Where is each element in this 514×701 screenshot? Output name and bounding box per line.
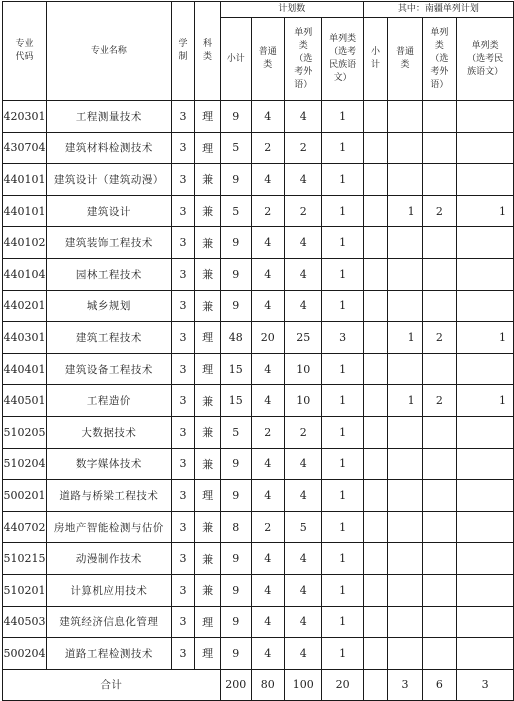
cell-sub-regular <box>388 511 422 543</box>
cell-years: 3 <box>171 511 195 543</box>
cell-sub-single-ethnic <box>457 606 514 638</box>
cell-sub-single-foreign <box>422 574 457 606</box>
cell-plan-regular: 2 <box>251 511 284 543</box>
cell-sub-regular <box>388 448 422 480</box>
header-code: 专业 代码 <box>3 2 47 101</box>
cell-plan-regular: 2 <box>251 416 284 448</box>
cell-sub-regular <box>388 480 422 512</box>
cell-plan-total: 9 <box>220 101 251 133</box>
cell-sub-single-ethnic <box>457 480 514 512</box>
cell-code: 440101 <box>3 164 47 196</box>
cell-years: 3 <box>171 638 195 670</box>
cell-subject: 兼 <box>195 385 221 417</box>
cell-sub-single-foreign: 2 <box>422 385 457 417</box>
cell-years: 3 <box>171 385 195 417</box>
cell-sub-single-foreign <box>422 511 457 543</box>
cell-subject: 理 <box>195 322 221 354</box>
cell-plan-total: 9 <box>220 543 251 575</box>
cell-plan-single-ethnic: 1 <box>322 258 363 290</box>
cell-plan-total: 9 <box>220 227 251 259</box>
cell-plan-regular: 4 <box>251 258 284 290</box>
total-plan-total: 200 <box>220 669 251 700</box>
cell-years: 3 <box>171 195 195 227</box>
cell-code: 510215 <box>3 543 47 575</box>
cell-subject: 理 <box>195 638 221 670</box>
cell-code: 440301 <box>3 322 47 354</box>
cell-sub-regular: 1 <box>388 322 422 354</box>
cell-plan-total: 5 <box>220 132 251 164</box>
cell-sub-total <box>363 101 388 133</box>
cell-major-name: 建筑经济信息化管理 <box>46 606 171 638</box>
cell-sub-single-ethnic <box>457 574 514 606</box>
cell-plan-single-foreign: 4 <box>284 638 322 670</box>
cell-major-name: 城乡规划 <box>46 290 171 322</box>
total-sub-single-ethnic: 3 <box>457 669 514 700</box>
cell-subject: 兼 <box>195 164 221 196</box>
cell-plan-regular: 4 <box>251 290 284 322</box>
cell-subject: 理 <box>195 606 221 638</box>
cell-major-name: 道路与桥梁工程技术 <box>46 480 171 512</box>
cell-sub-single-ethnic <box>457 290 514 322</box>
cell-code: 510201 <box>3 574 47 606</box>
total-plan-single-foreign: 100 <box>284 669 322 700</box>
cell-sub-regular <box>388 132 422 164</box>
cell-plan-single-ethnic: 1 <box>322 164 363 196</box>
cell-plan-total: 5 <box>220 416 251 448</box>
cell-sub-total <box>363 132 388 164</box>
table-row <box>3 448 514 480</box>
cell-sub-total <box>363 416 388 448</box>
cell-sub-total <box>363 606 388 638</box>
cell-sub-single-ethnic <box>457 258 514 290</box>
total-sub-regular: 3 <box>388 669 422 700</box>
table-row <box>3 606 514 638</box>
cell-subject: 兼 <box>195 258 221 290</box>
table-row <box>3 416 514 448</box>
cell-plan-single-ethnic: 1 <box>322 606 363 638</box>
cell-sub-single-ethnic: 1 <box>457 322 514 354</box>
table-row <box>3 511 514 543</box>
cell-plan-single-foreign: 4 <box>284 164 322 196</box>
cell-plan-total: 8 <box>220 511 251 543</box>
cell-plan-total: 48 <box>220 322 251 354</box>
cell-plan-regular: 4 <box>251 448 284 480</box>
cell-sub-total <box>363 511 388 543</box>
header-sub-single-foreign: 单列 类 （选 考外 语） <box>422 18 457 101</box>
header-plan-regular: 普通 类 <box>251 18 284 101</box>
cell-sub-total <box>363 574 388 606</box>
table-row <box>3 353 514 385</box>
cell-sub-single-ethnic: 1 <box>457 385 514 417</box>
header-plan-total: 小计 <box>220 18 251 101</box>
header-plan: 计划数 <box>220 2 363 18</box>
cell-plan-single-foreign: 4 <box>284 258 322 290</box>
cell-major-name: 工程造价 <box>46 385 171 417</box>
cell-plan-single-ethnic: 1 <box>322 638 363 670</box>
cell-plan-single-foreign: 2 <box>284 132 322 164</box>
total-sub-single-foreign: 6 <box>422 669 457 700</box>
cell-plan-single-foreign: 25 <box>284 322 322 354</box>
cell-code: 440104 <box>3 258 47 290</box>
header-sub-regular: 普通 类 <box>388 18 422 101</box>
total-plan-single-ethnic: 20 <box>322 669 363 700</box>
cell-plan-single-foreign: 4 <box>284 290 322 322</box>
cell-sub-single-foreign <box>422 606 457 638</box>
cell-plan-total: 9 <box>220 164 251 196</box>
cell-sub-regular <box>388 227 422 259</box>
cell-sub-single-ethnic <box>457 638 514 670</box>
cell-code: 440201 <box>3 290 47 322</box>
cell-subject: 理 <box>195 101 221 133</box>
cell-plan-regular: 4 <box>251 164 284 196</box>
cell-subject: 兼 <box>195 448 221 480</box>
header-sub-total: 小 计 <box>363 18 388 101</box>
cell-years: 3 <box>171 132 195 164</box>
cell-plan-single-ethnic: 1 <box>322 101 363 133</box>
cell-sub-total <box>363 480 388 512</box>
cell-sub-single-foreign <box>422 638 457 670</box>
header-subject: 科 类 <box>195 2 221 101</box>
cell-major-name: 园林工程技术 <box>46 258 171 290</box>
cell-major-name: 建筑装饰工程技术 <box>46 227 171 259</box>
cell-plan-regular: 2 <box>251 132 284 164</box>
cell-plan-regular: 4 <box>251 227 284 259</box>
cell-sub-single-ethnic <box>457 416 514 448</box>
cell-major-name: 道路工程检测技术 <box>46 638 171 670</box>
cell-years: 3 <box>171 480 195 512</box>
cell-sub-single-ethnic <box>457 101 514 133</box>
cell-sub-single-ethnic <box>457 543 514 575</box>
cell-plan-single-ethnic: 3 <box>322 322 363 354</box>
cell-plan-single-foreign: 2 <box>284 416 322 448</box>
cell-sub-total <box>363 195 388 227</box>
table-row <box>3 543 514 575</box>
cell-code: 510204 <box>3 448 47 480</box>
cell-plan-total: 9 <box>220 606 251 638</box>
cell-major-name: 建筑材料检测技术 <box>46 132 171 164</box>
table-row <box>3 164 514 196</box>
cell-major-name: 建筑工程技术 <box>46 322 171 354</box>
cell-plan-single-ethnic: 1 <box>322 290 363 322</box>
cell-sub-regular <box>388 258 422 290</box>
cell-plan-single-foreign: 4 <box>284 606 322 638</box>
cell-plan-single-ethnic: 1 <box>322 574 363 606</box>
cell-plan-single-ethnic: 1 <box>322 132 363 164</box>
cell-sub-single-foreign <box>422 227 457 259</box>
cell-sub-single-ethnic <box>457 132 514 164</box>
cell-sub-total <box>363 353 388 385</box>
header-sub-single-ethnic: 单列类 （选考民 族语文） <box>457 18 514 101</box>
cell-plan-single-foreign: 4 <box>284 480 322 512</box>
cell-code: 440503 <box>3 606 47 638</box>
cell-plan-single-foreign: 4 <box>284 448 322 480</box>
cell-subject: 兼 <box>195 227 221 259</box>
cell-sub-single-foreign <box>422 480 457 512</box>
cell-subject: 理 <box>195 132 221 164</box>
cell-sub-total <box>363 638 388 670</box>
cell-plan-total: 9 <box>220 258 251 290</box>
cell-sub-regular <box>388 353 422 385</box>
cell-sub-regular <box>388 290 422 322</box>
cell-plan-single-foreign: 10 <box>284 385 322 417</box>
cell-code: 440102 <box>3 227 47 259</box>
table-row <box>3 258 514 290</box>
cell-major-name: 建筑设计（建筑动漫） <box>46 164 171 196</box>
cell-major-name: 房地产智能检测与估价 <box>46 511 171 543</box>
cell-sub-regular <box>388 638 422 670</box>
cell-major-name: 计算机应用技术 <box>46 574 171 606</box>
total-plan-regular: 80 <box>251 669 284 700</box>
cell-sub-regular <box>388 543 422 575</box>
cell-sub-total <box>363 290 388 322</box>
cell-sub-single-foreign <box>422 132 457 164</box>
cell-years: 3 <box>171 353 195 385</box>
cell-sub-single-ethnic: 1 <box>457 195 514 227</box>
cell-sub-total <box>363 164 388 196</box>
cell-major-name: 建筑设备工程技术 <box>46 353 171 385</box>
cell-plan-single-foreign: 4 <box>284 227 322 259</box>
cell-plan-regular: 4 <box>251 101 284 133</box>
table-row <box>3 132 514 164</box>
table-row <box>3 290 514 322</box>
cell-subject: 兼 <box>195 416 221 448</box>
header-plan-single-ethnic: 单列类 （选考 民族语 文） <box>322 18 363 101</box>
enrollment-plan-table <box>2 1 514 701</box>
cell-plan-single-foreign: 4 <box>284 543 322 575</box>
cell-code: 500201 <box>3 480 47 512</box>
cell-sub-single-foreign <box>422 543 457 575</box>
cell-code: 430704 <box>3 132 47 164</box>
cell-code: 510205 <box>3 416 47 448</box>
cell-plan-total: 9 <box>220 480 251 512</box>
cell-plan-regular: 4 <box>251 480 284 512</box>
cell-sub-total <box>363 448 388 480</box>
cell-years: 3 <box>171 164 195 196</box>
cell-major-name: 动漫制作技术 <box>46 543 171 575</box>
cell-plan-regular: 4 <box>251 574 284 606</box>
cell-plan-total: 9 <box>220 290 251 322</box>
cell-plan-single-foreign: 4 <box>284 101 322 133</box>
cell-plan-total: 9 <box>220 574 251 606</box>
cell-sub-total <box>363 258 388 290</box>
cell-sub-single-foreign <box>422 416 457 448</box>
cell-plan-regular: 2 <box>251 195 284 227</box>
cell-subject: 兼 <box>195 195 221 227</box>
cell-subject: 理 <box>195 480 221 512</box>
cell-code: 500204 <box>3 638 47 670</box>
cell-sub-regular: 1 <box>388 385 422 417</box>
cell-subject: 兼 <box>195 290 221 322</box>
cell-plan-single-ethnic: 1 <box>322 416 363 448</box>
cell-subject: 兼 <box>195 543 221 575</box>
cell-sub-single-foreign: 2 <box>422 195 457 227</box>
total-label: 合计 <box>3 669 221 700</box>
cell-sub-single-ethnic <box>457 353 514 385</box>
table-row <box>3 101 514 133</box>
cell-major-name: 大数据技术 <box>46 416 171 448</box>
table-row <box>3 574 514 606</box>
cell-plan-total: 5 <box>220 195 251 227</box>
table-row <box>3 385 514 417</box>
cell-plan-single-ethnic: 1 <box>322 448 363 480</box>
table-row <box>3 322 514 354</box>
cell-plan-regular: 4 <box>251 543 284 575</box>
cell-sub-total <box>363 543 388 575</box>
cell-sub-regular <box>388 101 422 133</box>
table-row <box>3 480 514 512</box>
header-years: 学 制 <box>171 2 195 101</box>
cell-years: 3 <box>171 448 195 480</box>
cell-plan-single-ethnic: 1 <box>322 385 363 417</box>
cell-sub-single-ethnic <box>457 164 514 196</box>
cell-sub-single-ethnic <box>457 227 514 259</box>
cell-plan-regular: 20 <box>251 322 284 354</box>
cell-plan-total: 9 <box>220 448 251 480</box>
table-row <box>3 195 514 227</box>
cell-sub-total <box>363 322 388 354</box>
cell-years: 3 <box>171 322 195 354</box>
cell-plan-regular: 4 <box>251 353 284 385</box>
cell-plan-single-foreign: 2 <box>284 195 322 227</box>
cell-plan-single-ethnic: 1 <box>322 511 363 543</box>
cell-plan-single-ethnic: 1 <box>322 480 363 512</box>
cell-plan-total: 15 <box>220 353 251 385</box>
cell-major-name: 数字媒体技术 <box>46 448 171 480</box>
cell-code: 440501 <box>3 385 47 417</box>
cell-code: 440101 <box>3 195 47 227</box>
cell-plan-single-foreign: 5 <box>284 511 322 543</box>
cell-years: 3 <box>171 258 195 290</box>
cell-sub-single-foreign <box>422 290 457 322</box>
cell-sub-single-ethnic <box>457 448 514 480</box>
table-row <box>3 638 514 670</box>
cell-major-name: 建筑设计 <box>46 195 171 227</box>
cell-sub-single-foreign: 2 <box>422 322 457 354</box>
cell-plan-single-ethnic: 1 <box>322 227 363 259</box>
cell-subject: 理 <box>195 353 221 385</box>
header-plan-single-foreign: 单列 类 （选 考外 语） <box>284 18 322 101</box>
cell-years: 3 <box>171 543 195 575</box>
cell-years: 3 <box>171 227 195 259</box>
cell-years: 3 <box>171 606 195 638</box>
cell-subject: 兼 <box>195 511 221 543</box>
cell-sub-regular <box>388 574 422 606</box>
cell-code: 420301 <box>3 101 47 133</box>
cell-code: 440702 <box>3 511 47 543</box>
cell-plan-regular: 4 <box>251 638 284 670</box>
cell-years: 3 <box>171 101 195 133</box>
cell-plan-single-ethnic: 1 <box>322 543 363 575</box>
header-name: 专业名称 <box>46 2 171 101</box>
cell-subject: 兼 <box>195 574 221 606</box>
cell-plan-regular: 4 <box>251 385 284 417</box>
cell-plan-total: 15 <box>220 385 251 417</box>
cell-sub-single-foreign <box>422 353 457 385</box>
cell-sub-total <box>363 385 388 417</box>
cell-years: 3 <box>171 416 195 448</box>
cell-sub-regular: 1 <box>388 195 422 227</box>
cell-years: 3 <box>171 290 195 322</box>
cell-major-name: 工程测量技术 <box>46 101 171 133</box>
cell-sub-total <box>363 227 388 259</box>
cell-sub-single-foreign <box>422 101 457 133</box>
header-row-1 <box>3 2 514 18</box>
cell-plan-single-foreign: 10 <box>284 353 322 385</box>
cell-plan-single-foreign: 4 <box>284 574 322 606</box>
cell-sub-single-foreign <box>422 258 457 290</box>
table-row <box>3 227 514 259</box>
cell-sub-regular <box>388 606 422 638</box>
cell-sub-regular <box>388 164 422 196</box>
cell-plan-single-ethnic: 1 <box>322 353 363 385</box>
cell-plan-regular: 4 <box>251 606 284 638</box>
cell-plan-single-ethnic: 1 <box>322 195 363 227</box>
cell-code: 440401 <box>3 353 47 385</box>
cell-years: 3 <box>171 574 195 606</box>
cell-plan-total: 9 <box>220 638 251 670</box>
header-southern-xinjiang: 其中：南疆单列计划 <box>363 2 513 18</box>
cell-sub-single-foreign <box>422 448 457 480</box>
cell-sub-single-ethnic <box>457 511 514 543</box>
cell-sub-regular <box>388 416 422 448</box>
cell-sub-single-foreign <box>422 164 457 196</box>
